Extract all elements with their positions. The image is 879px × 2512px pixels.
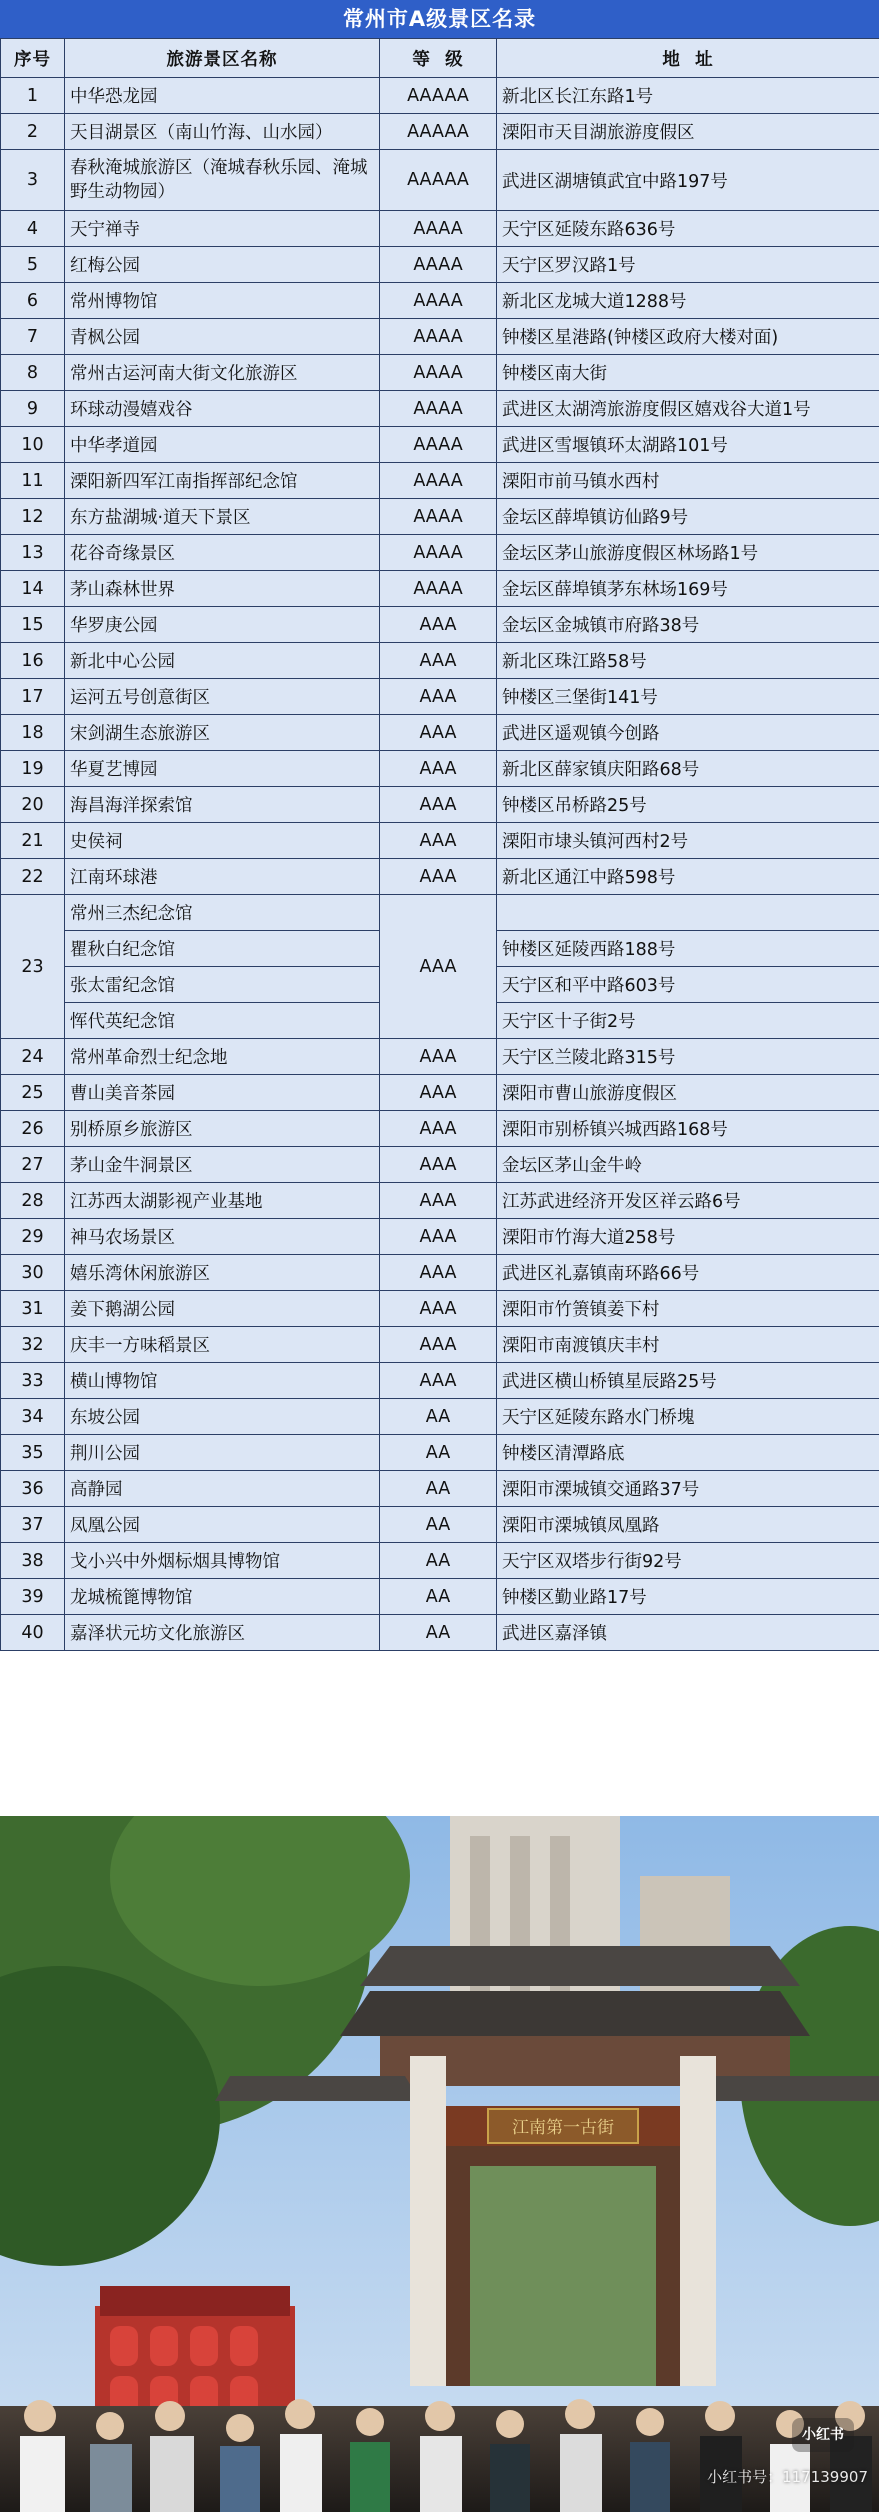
cell-grade: AAA: [380, 1363, 497, 1399]
cell-name: 凤凰公园: [65, 1507, 380, 1543]
watermark-id: 小红书号：117139907: [707, 2468, 868, 2486]
cell-no: 40: [1, 1615, 65, 1651]
cell-address: 武进区遥观镇今创路: [497, 715, 879, 751]
cell-name: 瞿秋白纪念馆: [65, 931, 380, 967]
street-gate-photo: [0, 1816, 879, 2512]
table-row: [1, 607, 879, 643]
table-row: [1, 1579, 879, 1615]
cell-no: 39: [1, 1579, 65, 1615]
table-row: [1, 463, 879, 499]
table-row: [1, 715, 879, 751]
cell-grade: AAA: [380, 643, 497, 679]
cell-address: 天宁区十子街2号: [497, 1003, 879, 1039]
cell-no: 3: [1, 150, 65, 211]
cell-grade: AAA: [380, 823, 497, 859]
cell-no: 10: [1, 427, 65, 463]
cell-no: 4: [1, 211, 65, 247]
cell-no: 9: [1, 391, 65, 427]
cell-grade: AAAA: [380, 535, 497, 571]
cell-name: 新北中心公园: [65, 643, 380, 679]
table-row: [1, 1615, 879, 1651]
cell-no: 27: [1, 1147, 65, 1183]
cell-address: 钟楼区三堡街141号: [497, 679, 879, 715]
cell-grade: AA: [380, 1615, 497, 1651]
cell-address: 溧阳市溧城镇交通路37号: [497, 1471, 879, 1507]
cell-no: 17: [1, 679, 65, 715]
cell-no: 13: [1, 535, 65, 571]
cell-name: 别桥原乡旅游区: [65, 1111, 380, 1147]
cell-name: 曹山美音茶园: [65, 1075, 380, 1111]
cell-address: [497, 895, 879, 931]
cell-name: 江苏西太湖影视产业基地: [65, 1183, 380, 1219]
watermark-badge: 小红书: [792, 2418, 854, 2452]
cell-address: 溧阳市南渡镇庆丰村: [497, 1327, 879, 1363]
cell-no: 26: [1, 1111, 65, 1147]
table-row: [1, 283, 879, 319]
cell-address: 天宁区延陵东路636号: [497, 211, 879, 247]
cell-grade: AAAA: [380, 319, 497, 355]
cell-address: 江苏武进经济开发区祥云路6号: [497, 1183, 879, 1219]
cell-name: 东方盐湖城·道天下景区: [65, 499, 380, 535]
cell-address: 钟楼区南大街: [497, 355, 879, 391]
header-grade: 等 级: [380, 39, 497, 78]
cell-name: 茅山金牛洞景区: [65, 1147, 380, 1183]
cell-grade: AAAA: [380, 211, 497, 247]
cell-address: 钟楼区勤业路17号: [497, 1579, 879, 1615]
table-row: [1, 823, 879, 859]
cell-name: 庆丰一方味稻景区: [65, 1327, 380, 1363]
cell-grade: AAA: [380, 607, 497, 643]
photo-illustration: [0, 1816, 879, 2512]
cell-grade: AAA: [380, 1039, 497, 1075]
cell-address: 武进区太湖湾旅游度假区嬉戏谷大道1号: [497, 391, 879, 427]
cell-grade: AAA: [380, 787, 497, 823]
cell-no: 37: [1, 1507, 65, 1543]
cell-address: 天宁区罗汉路1号: [497, 247, 879, 283]
table-row: [1, 78, 879, 114]
cell-name: 海昌海洋探索馆: [65, 787, 380, 823]
cell-name: 天宁禅寺: [65, 211, 380, 247]
cell-no: 30: [1, 1255, 65, 1291]
cell-address: 溧阳市埭头镇河西村2号: [497, 823, 879, 859]
cell-address: 武进区横山桥镇星辰路25号: [497, 1363, 879, 1399]
cell-grade: AAA: [380, 679, 497, 715]
table-row: [1, 1147, 879, 1183]
table-title: 常州市A级景区名录: [0, 0, 879, 38]
table-row: [1, 247, 879, 283]
cell-name: 姜下鹅湖公园: [65, 1291, 380, 1327]
cell-no: 5: [1, 247, 65, 283]
cell-grade: AA: [380, 1543, 497, 1579]
cell-address: 溧阳市溧城镇凤凰路: [497, 1507, 879, 1543]
cell-address: 新北区通江中路598号: [497, 859, 879, 895]
cell-no: 2: [1, 114, 65, 150]
cell-name: 横山博物馆: [65, 1363, 380, 1399]
cell-name: 茅山森林世界: [65, 571, 380, 607]
cell-grade: AAA: [380, 1255, 497, 1291]
cell-grade: AAA: [380, 1147, 497, 1183]
cell-address: 金坛区薛埠镇茅东林场169号: [497, 571, 879, 607]
table-row: [1, 751, 879, 787]
table-row: [1, 1183, 879, 1219]
cell-no: 12: [1, 499, 65, 535]
cell-grade: AA: [380, 1579, 497, 1615]
cell-grade: AAA: [380, 1111, 497, 1147]
cell-name: 华夏艺博园: [65, 751, 380, 787]
cell-address: 天宁区和平中路603号: [497, 967, 879, 1003]
cell-address: 新北区龙城大道1288号: [497, 283, 879, 319]
cell-no: 6: [1, 283, 65, 319]
cell-grade: AAA: [380, 1291, 497, 1327]
cell-no: 35: [1, 1435, 65, 1471]
cell-grade: AAAAA: [380, 78, 497, 114]
cell-grade: AAA: [380, 751, 497, 787]
cell-address: 溧阳市前马镇水西村: [497, 463, 879, 499]
cell-address: 新北区长江东路1号: [497, 78, 879, 114]
cell-address: 溧阳市别桥镇兴城西路168号: [497, 1111, 879, 1147]
cell-address: 钟楼区清潭路底: [497, 1435, 879, 1471]
cell-name: 华罗庚公园: [65, 607, 380, 643]
cell-grade: AA: [380, 1435, 497, 1471]
table-row: [1, 679, 879, 715]
cell-address: 天宁区延陵东路水门桥塊: [497, 1399, 879, 1435]
cell-address: 金坛区茅山金牛岭: [497, 1147, 879, 1183]
cell-grade: AA: [380, 1507, 497, 1543]
table-row: [1, 1111, 879, 1147]
cell-address: 天宁区双塔步行街92号: [497, 1543, 879, 1579]
cell-name: 天目湖景区（南山竹海、山水园）: [65, 114, 380, 150]
cell-no: 18: [1, 715, 65, 751]
cell-no: 28: [1, 1183, 65, 1219]
cell-name: 神马农场景区: [65, 1219, 380, 1255]
cell-address: 新北区薛家镇庆阳路68号: [497, 751, 879, 787]
table-row: [1, 571, 879, 607]
cell-grade: AAAA: [380, 391, 497, 427]
cell-name: 中华孝道园: [65, 427, 380, 463]
cell-no: 7: [1, 319, 65, 355]
cell-address: 溧阳市天目湖旅游度假区: [497, 114, 879, 150]
cell-name: 溧阳新四军江南指挥部纪念馆: [65, 463, 380, 499]
cell-address: 新北区珠江路58号: [497, 643, 879, 679]
cell-grade: AA: [380, 1399, 497, 1435]
cell-no: 34: [1, 1399, 65, 1435]
table-row: [1, 1219, 879, 1255]
cell-address: 金坛区金城镇市府路38号: [497, 607, 879, 643]
table-row: [1, 211, 879, 247]
cell-name: 史侯祠: [65, 823, 380, 859]
cell-grade: AAAA: [380, 427, 497, 463]
header-name: 旅游景区名称: [65, 39, 380, 78]
cell-address: 武进区嘉泽镇: [497, 1615, 879, 1651]
cell-no: 11: [1, 463, 65, 499]
cell-no: 1: [1, 78, 65, 114]
cell-grade: AAAAA: [380, 114, 497, 150]
table-row: [1, 1507, 879, 1543]
gate-sign-text: 江南第一古街: [512, 2118, 614, 2138]
cell-no: 38: [1, 1543, 65, 1579]
table-row: [1, 427, 879, 463]
table-row: [1, 1471, 879, 1507]
table-row: [1, 1327, 879, 1363]
cell-name: 戈小兴中外烟标烟具博物馆: [65, 1543, 380, 1579]
cell-grade: AAA: [380, 859, 497, 895]
cell-name: 常州革命烈士纪念地: [65, 1039, 380, 1075]
cell-grade: AAA: [380, 715, 497, 751]
cell-no: 19: [1, 751, 65, 787]
cell-name: 常州古运河南大街文化旅游区: [65, 355, 380, 391]
cell-grade: AAAA: [380, 283, 497, 319]
cell-address: 溧阳市竹箦镇姜下村: [497, 1291, 879, 1327]
header-no: 序号: [1, 39, 65, 78]
table-row: [1, 535, 879, 571]
cell-grade: AAA: [380, 1327, 497, 1363]
table-row: [1, 1291, 879, 1327]
cell-no: 21: [1, 823, 65, 859]
cell-address: 钟楼区吊桥路25号: [497, 787, 879, 823]
cell-no: 32: [1, 1327, 65, 1363]
table-header-row: [1, 39, 879, 78]
cell-no: 22: [1, 859, 65, 895]
cell-name: 龙城梳篦博物馆: [65, 1579, 380, 1615]
cell-no: 15: [1, 607, 65, 643]
cell-grade: AAAA: [380, 571, 497, 607]
cell-no: 36: [1, 1471, 65, 1507]
table-row: [1, 499, 879, 535]
table-row: [1, 1075, 879, 1111]
cell-address: 溧阳市曹山旅游度假区: [497, 1075, 879, 1111]
cell-grade: AAAAA: [380, 150, 497, 211]
table-row: [1, 355, 879, 391]
table-row: [1, 150, 879, 211]
cell-grade: AAA: [380, 1075, 497, 1111]
table-row: [1, 1039, 879, 1075]
table-body: [1, 78, 879, 1651]
cell-name: 嬉乐湾休闲旅游区: [65, 1255, 380, 1291]
cell-name: 恽代英纪念馆: [65, 1003, 380, 1039]
table-row: [1, 859, 879, 895]
cell-name: 春秋淹城旅游区（淹城春秋乐园、淹城野生动物园）: [65, 150, 380, 211]
cell-name: 环球动漫嬉戏谷: [65, 391, 380, 427]
cell-name: 常州博物馆: [65, 283, 380, 319]
table-row: [1, 895, 879, 931]
table-row: [1, 1255, 879, 1291]
cell-name: 宋剑湖生态旅游区: [65, 715, 380, 751]
cell-no: 25: [1, 1075, 65, 1111]
cell-address: 金坛区薛埠镇访仙路9号: [497, 499, 879, 535]
cell-address: 天宁区兰陵北路315号: [497, 1039, 879, 1075]
table-row: [1, 114, 879, 150]
table-row: [1, 1363, 879, 1399]
table-row: [1, 787, 879, 823]
cell-grade: AAAA: [380, 355, 497, 391]
cell-grade: AAAA: [380, 499, 497, 535]
cell-address: 钟楼区延陵西路188号: [497, 931, 879, 967]
cell-name: 江南环球港: [65, 859, 380, 895]
cell-no: 23: [1, 895, 65, 1039]
cell-name: 花谷奇缘景区: [65, 535, 380, 571]
table-row: [1, 1543, 879, 1579]
cell-address: 钟楼区星港路(钟楼区政府大楼对面): [497, 319, 879, 355]
table-row: [1, 319, 879, 355]
cell-grade: AAA: [380, 1183, 497, 1219]
cell-grade: AAAA: [380, 463, 497, 499]
cell-no: 31: [1, 1291, 65, 1327]
cell-no: 20: [1, 787, 65, 823]
cell-name: 张太雷纪念馆: [65, 967, 380, 1003]
cell-name: 常州三杰纪念馆: [65, 895, 380, 931]
cell-no: 16: [1, 643, 65, 679]
cell-grade: AA: [380, 1471, 497, 1507]
table-row: [1, 1435, 879, 1471]
cell-name: 荆川公园: [65, 1435, 380, 1471]
cell-name: 青枫公园: [65, 319, 380, 355]
cell-no: 24: [1, 1039, 65, 1075]
cell-no: 33: [1, 1363, 65, 1399]
cell-grade: AAAA: [380, 247, 497, 283]
cell-name: 高静园: [65, 1471, 380, 1507]
cell-no: 14: [1, 571, 65, 607]
cell-name: 红梅公园: [65, 247, 380, 283]
cell-no: 29: [1, 1219, 65, 1255]
cell-address: 金坛区茅山旅游度假区林场路1号: [497, 535, 879, 571]
table-row: [1, 643, 879, 679]
cell-name: 嘉泽状元坊文化旅游区: [65, 1615, 380, 1651]
cell-grade: AAA: [380, 895, 497, 1039]
table-row: [1, 1399, 879, 1435]
cell-name: 中华恐龙园: [65, 78, 380, 114]
cell-address: 武进区湖塘镇武宜中路197号: [497, 150, 879, 211]
cell-no: 8: [1, 355, 65, 391]
cell-name: 东坡公园: [65, 1399, 380, 1435]
cell-address: 武进区礼嘉镇南环路66号: [497, 1255, 879, 1291]
header-address: 地 址: [497, 39, 879, 78]
cell-address: 武进区雪堰镇环太湖路101号: [497, 427, 879, 463]
table-row: [1, 391, 879, 427]
cell-grade: AAA: [380, 1219, 497, 1255]
cell-address: 溧阳市竹海大道258号: [497, 1219, 879, 1255]
scenic-area-table: [0, 38, 879, 1651]
cell-name: 运河五号创意街区: [65, 679, 380, 715]
